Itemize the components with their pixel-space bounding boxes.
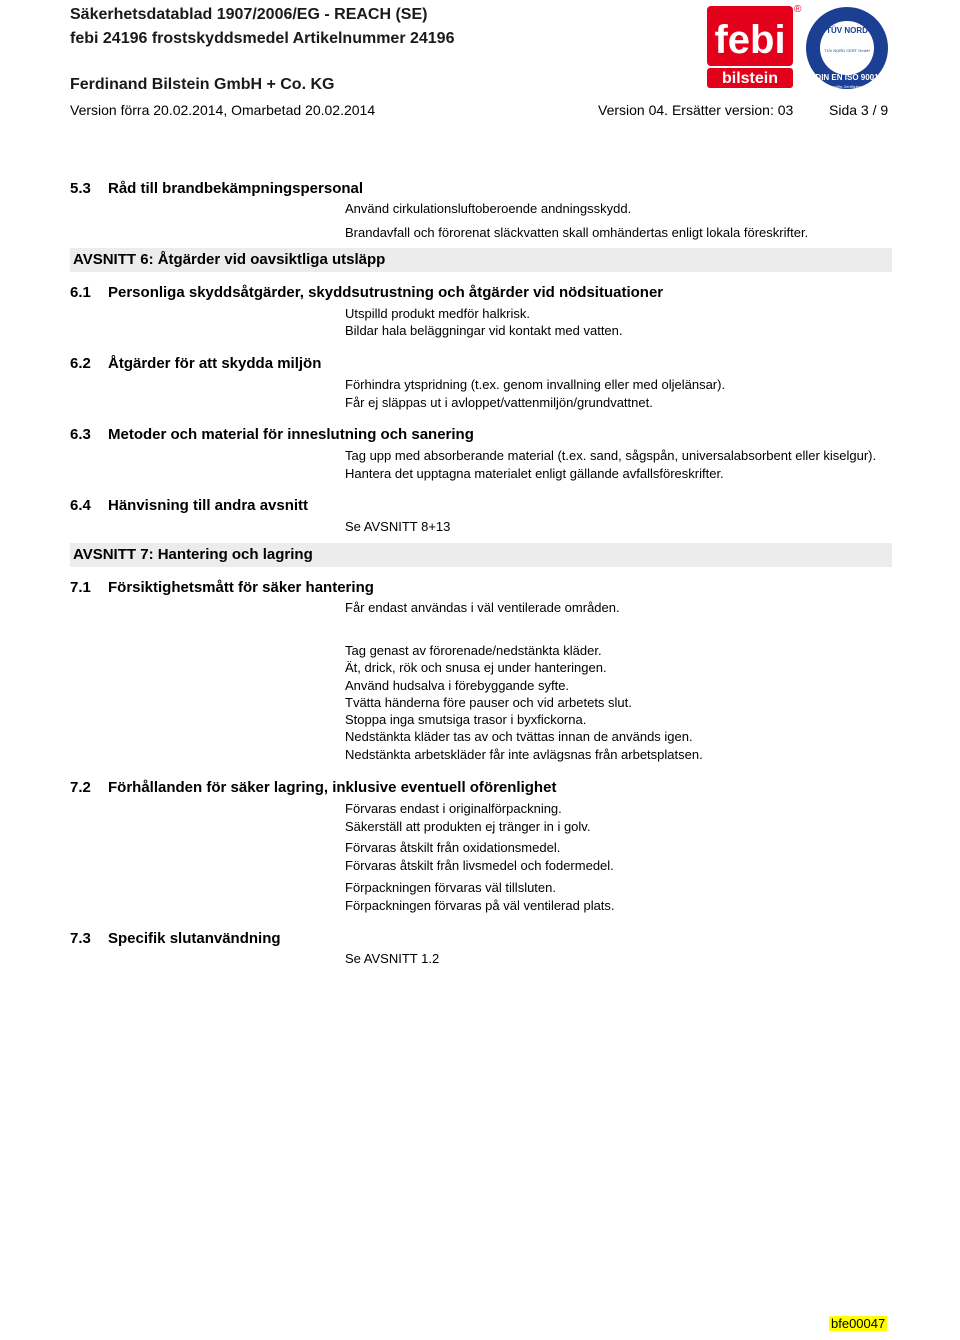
section-7-1-line-6: Stoppa inga smutsiga trasor i byxfickorna. — [345, 712, 587, 727]
section-7-1-line-5: Tvätta händerna före pauser och vid arbetets slut. — [345, 695, 632, 710]
section-7-2-line-5: Förpackningen förvaras väl tillsluten. — [345, 880, 556, 895]
tuv-seal-bottom: Geprüfte Zertifizierung — [827, 84, 867, 89]
section-7-3-number: 7.3 — [70, 930, 91, 947]
section-7-2-line-3: Förvaras åtskilt från oxidationsmedel. — [345, 840, 561, 855]
section-5-3-title: Råd till brandbekämpningspersonal — [108, 180, 364, 197]
section-7-1-line-1: Får endast användas i väl ventilerade områden. — [345, 600, 620, 615]
tuv-seal-cert: TÜV NORD CERT GmbH — [824, 48, 870, 53]
tuv-nord-seal — [805, 6, 889, 90]
page-number: Sida 3 / 9 — [829, 102, 889, 118]
document-code: bfe00047 — [831, 1316, 886, 1331]
section-6-4-line-1: Se AVSNITT 8+13 — [345, 519, 451, 534]
section-7-1-line-3: Ät, drick, rök och snusa ej under hanteringen. — [345, 660, 607, 675]
section-6-4-number: 6.4 — [70, 497, 91, 514]
section-7-2-line-4: Förvaras åtskilt från livsmedel och fodermedel. — [345, 858, 614, 873]
section-7-1-line-4: Använd hudsalva i förebyggande syfte. — [345, 678, 570, 693]
section-6-2-number: 6.2 — [70, 355, 91, 372]
section-7-2-line-6: Förpackningen förvaras på väl ventilerad plats. — [345, 898, 615, 913]
section-7-2-line-2: Säkerställ att produkten ej tränger in i golv. — [345, 819, 591, 834]
section-7-3-title: Specifik slutanvändning — [108, 930, 281, 947]
section-6-2-line-2: Får ej släppas ut i avloppet/vattenmiljön/grundvattnet. — [345, 395, 653, 410]
section-6-3-line-1: Tag upp med absorberande material (t.ex. sand, sågspån, universalabsorbent eller kiselgur). — [345, 448, 877, 463]
tuv-seal-title: TÜV NORD — [826, 26, 868, 35]
section-5-3-line-1: Använd cirkulationsluftoberoende andningsskydd. — [345, 201, 632, 216]
section-6-3-title: Metoder och material för inneslutning och sanering — [108, 426, 474, 443]
section-6-header: AVSNITT 6: Åtgärder vid oavsiktliga utsläpp — [73, 251, 386, 268]
section-7-1-number: 7.1 — [70, 579, 91, 596]
registered-mark: ® — [794, 4, 802, 15]
section-7-3-line-1: Se AVSNITT 1.2 — [345, 951, 440, 966]
section-7-2-number: 7.2 — [70, 779, 91, 796]
section-6-1-line-2: Bildar hala beläggningar vid kontakt med vatten. — [345, 323, 623, 338]
section-5-3-line-2: Brandavfall och förorenat släckvatten skall omhändertas enligt lokala föreskrifter. — [345, 225, 809, 240]
version-current: Version 04. Ersätter version: 03 — [598, 102, 794, 118]
section-7-1-title: Försiktighetsmått för säker hantering — [108, 579, 374, 596]
section-6-header-bar — [70, 248, 892, 272]
section-6-3-line-2: Hantera det upptagna materialet enligt gällande avfallsföreskrifter. — [345, 466, 724, 481]
section-6-3-number: 6.3 — [70, 426, 91, 443]
section-7-2-title: Förhållanden för säker lagring, inklusive eventuell oförenlighet — [108, 779, 557, 796]
section-7-2-line-1: Förvaras endast i originalförpackning. — [345, 801, 562, 816]
section-7-1-line-2: Tag genast av förorenade/nedstänkta kläder. — [345, 643, 602, 658]
version-history: Version förra 20.02.2014, Omarbetad 20.02.2014 — [70, 102, 376, 118]
section-6-2-line-1: Förhindra ytspridning (t.ex. genom invallning eller med oljelänsar). — [345, 377, 726, 392]
section-5-3-number: 5.3 — [70, 180, 91, 197]
product-title: febi 24196 frostskyddsmedel Artikelnummer 24196 — [70, 30, 455, 47]
section-6-1-title: Personliga skyddsåtgärder, skyddsutrustning och åtgärder vid nödsituationer — [108, 284, 664, 301]
section-7-header: AVSNITT 7: Hantering och lagring — [73, 546, 313, 563]
section-6-1-number: 6.1 — [70, 284, 91, 301]
section-6-4-title: Hänvisning till andra avsnitt — [108, 497, 309, 514]
section-7-1-line-8: Nedstänkta arbetskläder får inte avlägsnas från arbetsplatsen. — [345, 747, 703, 762]
section-7-header-bar — [70, 543, 892, 567]
febi-bilstein-logo — [707, 6, 793, 88]
section-6-2-title: Åtgärder för att skydda miljön — [108, 355, 322, 372]
section-7-1-line-7: Nedstänkta kläder tas av och tvättas innan de används igen. — [345, 729, 693, 744]
company-name: Ferdinand Bilstein GmbH + Co. KG — [70, 76, 335, 93]
section-6-1-line-1: Utspilld produkt medför halkrisk. — [345, 306, 530, 321]
febi-logo-text: febi — [714, 18, 786, 62]
tuv-seal-ring-text: DIN EN ISO 9001 — [815, 73, 879, 82]
bilstein-logo-text: bilstein — [721, 70, 779, 87]
doc-title: Säkerhetsdatablad 1907/2006/EG - REACH (SE) — [70, 6, 428, 23]
